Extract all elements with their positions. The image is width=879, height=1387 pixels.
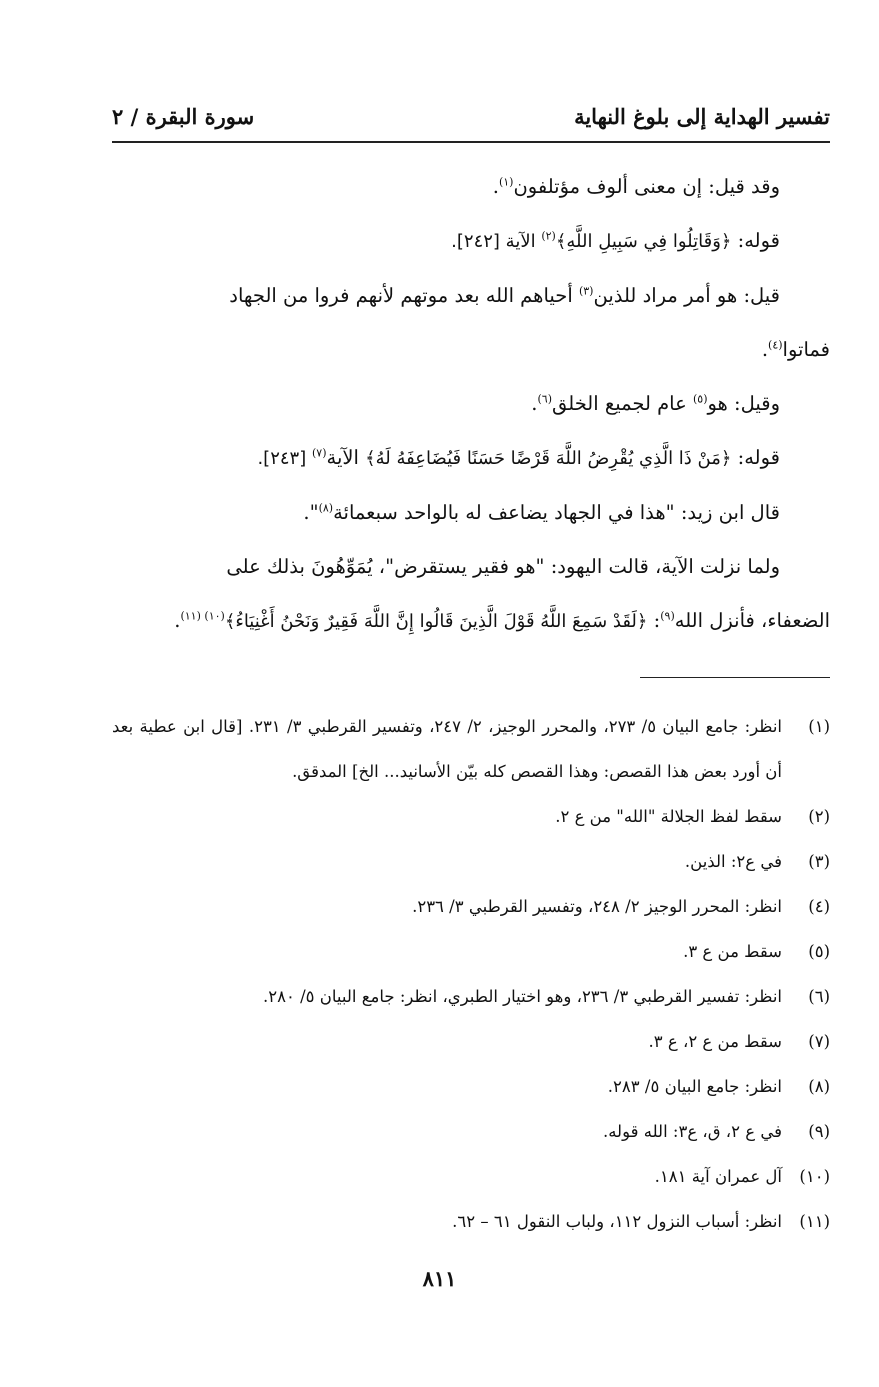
footnote-number: (١٠) — [799, 1167, 830, 1186]
footnote-number: (٥) — [808, 942, 830, 961]
footnote-marker: (١٠) (١١) — [180, 609, 225, 623]
footnote-item — [112, 884, 830, 929]
footnote-text: آل عمران آية ١٨١. — [654, 1167, 782, 1186]
footnote-text: سقط من ع ٣. — [683, 942, 782, 961]
body-paragraph: فماتوا$^{(٤)}$. — [761, 338, 830, 361]
footnote-item — [112, 974, 830, 1019]
footnote-number: (٤) — [808, 897, 830, 916]
book-title: تفسير الهداية إلى بلوغ النهاية — [574, 103, 830, 129]
footnote-number: (١١) — [799, 1212, 830, 1231]
footnote-text: سقط من ع ٢، ع ٣. — [648, 1032, 782, 1051]
footnote-number: (٨) — [808, 1077, 830, 1096]
body-paragraph: وقيل: هو$^{(٥)}$ عام لجميع الخلق$^{(٦)}$. — [531, 392, 780, 415]
body-paragraph: وقد قيل: إن معنى ألوف مؤتلفون$^{(١)}$. — [492, 175, 780, 198]
body-paragraph: قال ابن زيد: "هذا في الجهاد يضاعف له بالواحد سبعمائة$^{(٨)}$". — [303, 501, 780, 524]
body-paragraph: قوله: ﴿وَقَاتِلُوا فِي سَبِيلِ اللَّهِ﴾$^{(٢)}$ الآية [٢٤٢]. — [451, 229, 780, 252]
footnote-text: انظر: جامع البيان ٥/ ٢٨٣. — [607, 1077, 782, 1096]
footnote-text: انظر: جامع البيان ٥/ ٢٧٣، والمحرر الوجيز، ٢/ ٢٤٧، وتفسير القرطبي ٣/ ٢٣١. [قال ابن عطية بعد أن أورد بعض هذا القصص: وهذا القصص كله بيّن الأسانيد... الخ] المدقق. — [112, 717, 783, 781]
quran-verse: ﴿وَقَاتِلُوا فِي سَبِيلِ اللَّهِ﴾ — [555, 231, 732, 252]
footnote-number: (٩) — [808, 1122, 830, 1141]
footnote-text: في ع٢: الذين. — [684, 852, 782, 871]
footnote-item — [112, 1064, 830, 1109]
footnote-item — [112, 1019, 830, 1064]
footnote-text: في ع ٢، ق، ع٣: الله قوله. — [602, 1122, 782, 1141]
footnote-marker: (٩) — [660, 609, 675, 623]
footnote-item — [112, 1199, 830, 1244]
footnote-text: انظر: المحرر الوجيز ٢/ ٢٤٨، وتفسير القرطبي ٣/ ٢٣٦. — [412, 897, 782, 916]
footnote-number: (٧) — [808, 1032, 830, 1051]
footnote-item — [112, 794, 830, 839]
body-paragraph: الضعفاء، فأنزل الله$^{(٩)}$: ﴿لَقَدْ سَمِعَ اللَّهُ قَوْلَ الَّذِينَ قَالُوا إِنَّ اللَّهَ فَقِيرٌ وَنَحْنُ أَغْنِيَاءُ﴾$^{(١٠) (١١)}$. — [174, 609, 830, 632]
footnote-marker: (٦) — [537, 392, 552, 406]
footnote-text: انظر: أسباب النزول ١١٢، ولباب النقول ٦١ – ٦٢. — [452, 1212, 782, 1231]
footnote-marker: (٥) — [692, 392, 708, 406]
header-divider — [112, 141, 830, 143]
footnote-item — [112, 1109, 830, 1154]
footnote-item — [112, 1154, 830, 1199]
footnote-number: (٢) — [808, 807, 830, 826]
main-text — [112, 160, 830, 649]
footnote-marker: (٧) — [311, 446, 327, 460]
footnote-item — [112, 704, 830, 794]
running-header — [112, 96, 830, 136]
footnote-divider — [640, 677, 830, 678]
surah-label: سورة البقرة / ٢ — [112, 103, 255, 129]
footnote-marker: (٣) — [578, 284, 594, 298]
quran-verse: ﴿مَنْ ذَا الَّذِي يُقْرِضُ اللَّهَ قَرْضًا حَسَنًا فَيُضَاعِفَهُ لَهُ﴾ — [365, 448, 732, 469]
footnote-number: (٣) — [808, 852, 830, 871]
body-paragraph: قيل: هو أمر مراد للذين$^{(٣)}$ أحياهم الله بعد موتهم لأنهم فروا من الجهاد — [229, 284, 780, 307]
body-paragraph: قوله: ﴿مَنْ ذَا الَّذِي يُقْرِضُ اللَّهَ قَرْضًا حَسَنًا فَيُضَاعِفَهُ لَهُ﴾ الآية$^{(٧)}$ [٢٤٣]. — [257, 446, 780, 469]
page-number: ٨١١ — [422, 1266, 457, 1291]
footnote-marker: (٤) — [768, 338, 783, 352]
footnotes-list — [112, 704, 830, 1244]
footnote-item — [112, 839, 830, 884]
body-paragraph: ولما نزلت الآية، قالت اليهود: "هو فقير يستقرض"، يُمَوِّهُونَ بذلك على — [226, 555, 780, 578]
footnote-text: سقط لفظ الجلالة "الله" من ع ٢. — [555, 807, 782, 826]
footnote-marker: (١) — [498, 175, 514, 189]
footnote-item — [112, 929, 830, 974]
footnote-number: (٦) — [808, 987, 830, 1006]
quran-verse: ﴿لَقَدْ سَمِعَ اللَّهُ قَوْلَ الَّذِينَ قَالُوا إِنَّ اللَّهَ فَقِيرٌ وَنَحْنُ أَغْنِيَاءُ﴾ — [224, 611, 648, 632]
footnote-text: انظر: تفسير القرطبي ٣/ ٢٣٦، وهو اختيار الطبري، انظر: جامع البيان ٥/ ٢٨٠. — [263, 987, 782, 1006]
footnote-marker: (٨) — [318, 501, 334, 515]
footnote-number: (١) — [808, 717, 830, 736]
footnote-marker: (٢) — [541, 229, 556, 243]
